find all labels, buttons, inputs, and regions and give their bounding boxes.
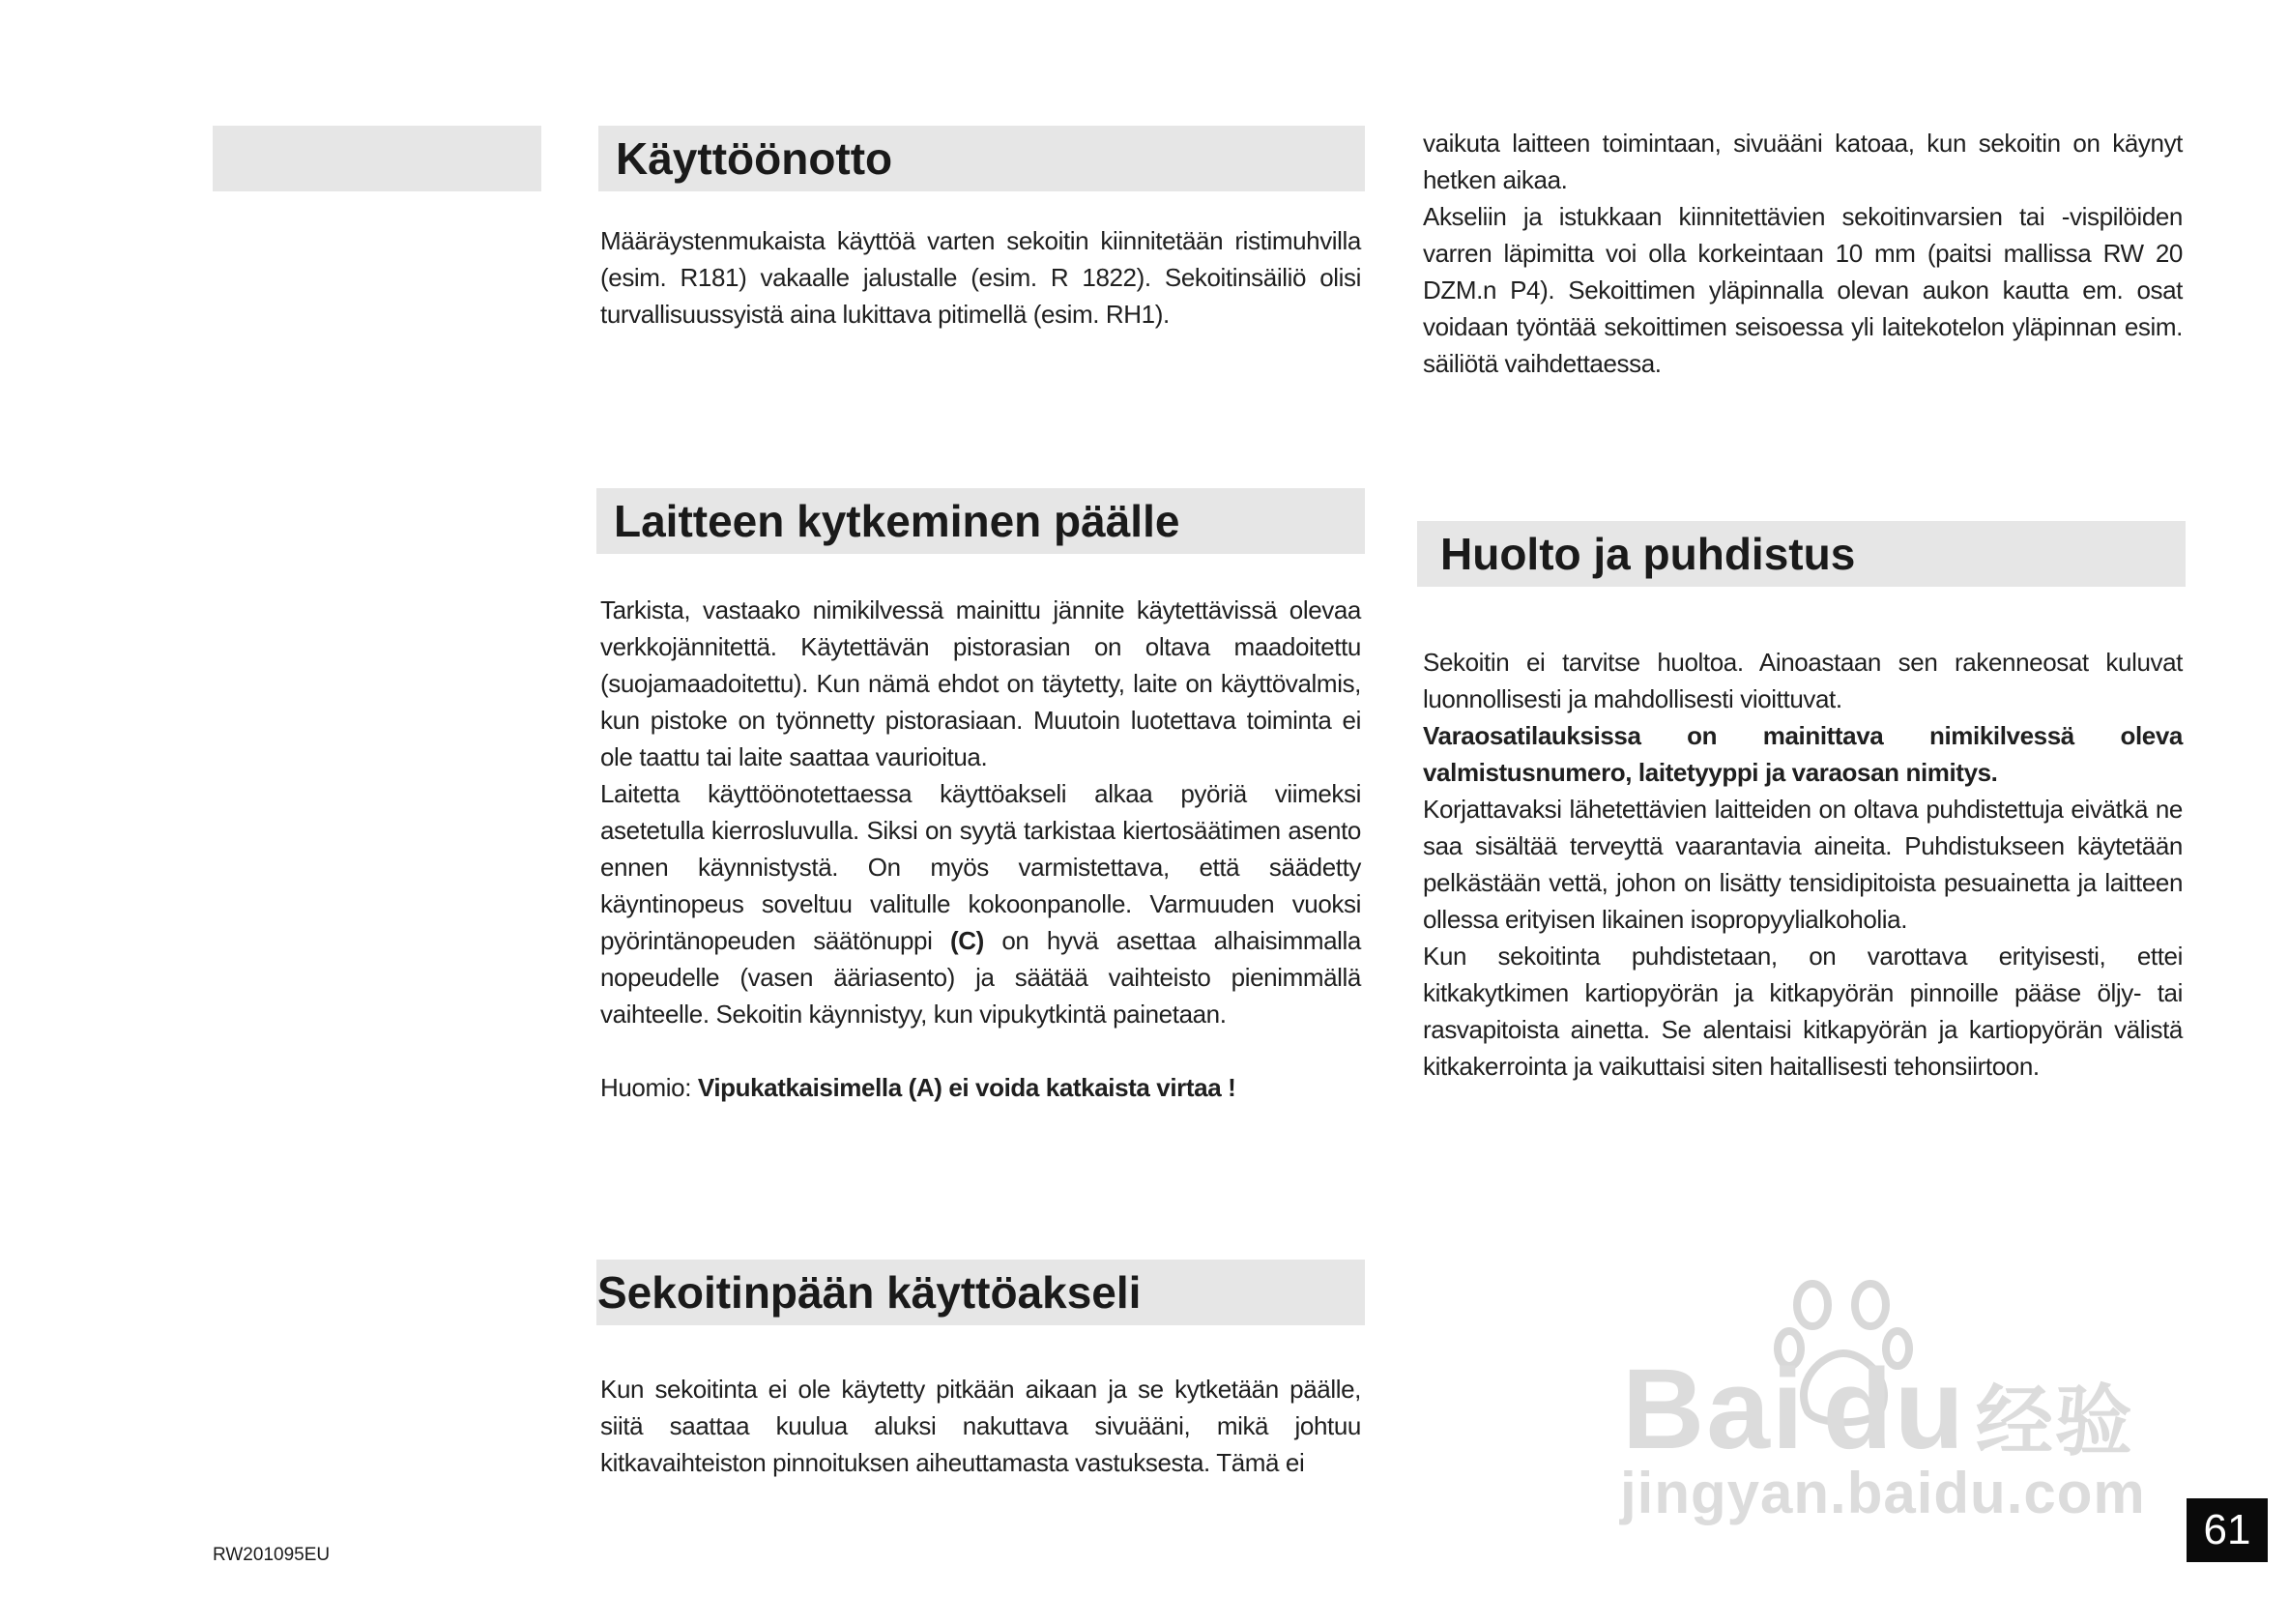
section-huolto-body: [1423, 644, 2183, 1085]
knob-reference-c: (C): [949, 926, 984, 955]
heading-kayttoonotto: [598, 126, 1365, 191]
kytkeminen-note: [600, 1069, 1361, 1106]
huolto-paragraph-4: Kun sekoitinta puhdistetaan, on varottava erityisesti, ettei kitkakytkimen kartiopyörän ja kitkapyörän pinnoille pääse öljy- tai rasvapitoista ainetta. Se alentaisi kitkapyörän ja kartiopyörän välistä kitkakerrointa ja vaikuttaisi siten haitallisesti tehonsiirtoon.: [1423, 942, 2183, 1081]
section-kytkeminen-body: [600, 592, 1361, 1106]
watermark-brand: [1622, 1344, 2134, 1475]
watermark-brand-a: Bai: [1622, 1346, 1806, 1473]
kytkeminen-paragraph-1: Tarkista, vastaako nimikilvessä mainittu jännite käytettävissä olevaa verkkojännitettä. Käytettävän pistorasian on oltava maadoitettu (suojamaadoitettu). Kun nämä ehdot on täytetty, laite on käyttövalmis, kun pistoke on työnnetty pistorasiaan. Muutoin luotettava toiminta ei ole taattu tai laite saattaa vaurioitua.: [600, 595, 1361, 771]
huolto-paragraph-3: Korjattavaksi lähetettävien laitteiden on oltava puhdistettuja eivätkä ne saa sisältää terveyttä vaarantavia aineita. Puhdistukseen käytetään pelkästään vettä, johon on lisätty tensidipitoista pesuainetta ja laitteen ollessa erityisen likainen isopropyylialkoholia.: [1423, 795, 2183, 934]
watermark-brand-b: du: [1822, 1346, 1966, 1473]
kayttoakseli-paragraph-1: Kun sekoitinta ei ole käytetty pitkään aikaan ja se kytketään päälle, siitä saattaa kuulua aluksi nakuttava sivuääni, mikä johtuu kitkavaihteiston pinnoituksen aiheuttamasta vastuksesta. Tämä ei: [600, 1375, 1361, 1477]
heading-kayttoonotto-text: Käyttöönotto: [616, 133, 893, 184]
heading-kayttoakseli: [596, 1260, 1365, 1325]
huolto-paragraph-2: [1423, 717, 2183, 791]
huolto-paragraph-1: Sekoitin ei tarvitse huoltoa. Ainoastaan sen rakenneosat kuluvat luonnollisesti ja mahdollisesti vioittuvat.: [1423, 648, 2183, 713]
note-warning: Vipukatkaisimella (A) ei voida katkaista virtaa !: [697, 1073, 1236, 1102]
heading-kytkeminen-text: Laitteen kytkeminen päälle: [614, 496, 1180, 546]
section-kayttoakseli-body: [600, 1371, 1361, 1481]
watermark-brand-cn: 经验: [1975, 1378, 2134, 1464]
section-kayttoakseli-continued: [1423, 125, 2183, 382]
watermark-url: jingyan.baidu.com: [1620, 1461, 2146, 1525]
heading-huolto: [1417, 521, 2186, 587]
section-kayttoonotto-body: [600, 222, 1361, 333]
kytkeminen-paragraph-2: [600, 775, 1361, 1032]
spare-parts-notice: Varaosatilauksissa on mainittava nimikilvessä oleva valmistusnumero, laitetyyppi ja varaosan nimitys.: [1423, 721, 2183, 787]
kayttoonotto-paragraph: Määräystenmukaista käyttöä varten sekoitin kiinnitetään ristimuhvilla (esim. R181) vakaalle jalustalle (esim. R 1822). Sekoitinsäiliö olisi turvallisuussyistä aina lukittava pitimellä (esim. RH1).: [600, 226, 1361, 329]
document-code: RW201095EU: [213, 1545, 331, 1565]
kayttoakseli-paragraph-1-cont: vaikuta laitteen toimintaan, sivuääni katoaa, kun sekoitin on käynyt hetken aikaa.: [1423, 129, 2183, 194]
page-number: 61: [2187, 1498, 2268, 1562]
heading-kayttoakseli-text: Sekoitinpään käyttöakseli: [597, 1267, 1142, 1318]
note-label: Huomio:: [600, 1073, 698, 1102]
watermark: [1605, 1276, 2185, 1527]
heading-kytkeminen: [596, 488, 1365, 554]
kayttoakseli-paragraph-2: Akseliin ja istukkaan kiinnitettävien sekoitinvarsien tai -vispilöiden varren läpimitta voi olla korkeintaan 10 mm (paitsi mallissa RW 20 DZM.n P4). Sekoittimen yläpinnalla olevan aukon kautta em. osat voidaan työntää sekoittimen seisoessa yli laitekotelon yläpinnan esim. säiliötä vaihdettaessa.: [1423, 202, 2183, 378]
heading-huolto-text: Huolto ja puhdistus: [1440, 529, 1856, 579]
kytkeminen-p2-text-c: on hyvä asettaa alhaisimmalla nopeudelle (vasen ääriasento) ja säätää vaihteisto pienimmällä vaihteelle. Sekoitin käynnistyy, kun vipukytkintä painetaan.: [600, 926, 1361, 1029]
margin-header-box: [213, 126, 541, 191]
kytkeminen-p2-text-a: Laitetta käyttöönotettaessa käyttöakseli alkaa pyöriä viimeksi asetetulla kierrosluvulla. Siksi on syytä tarkistaa kiertosäätimen asento ennen käynnistystä. On myös varmistettava, että säädetty käyntinopeus soveltuu valitulle kokoonpanolle. Varmuuden vuoksi pyörintänopeuden säätönuppi: [600, 779, 1361, 955]
